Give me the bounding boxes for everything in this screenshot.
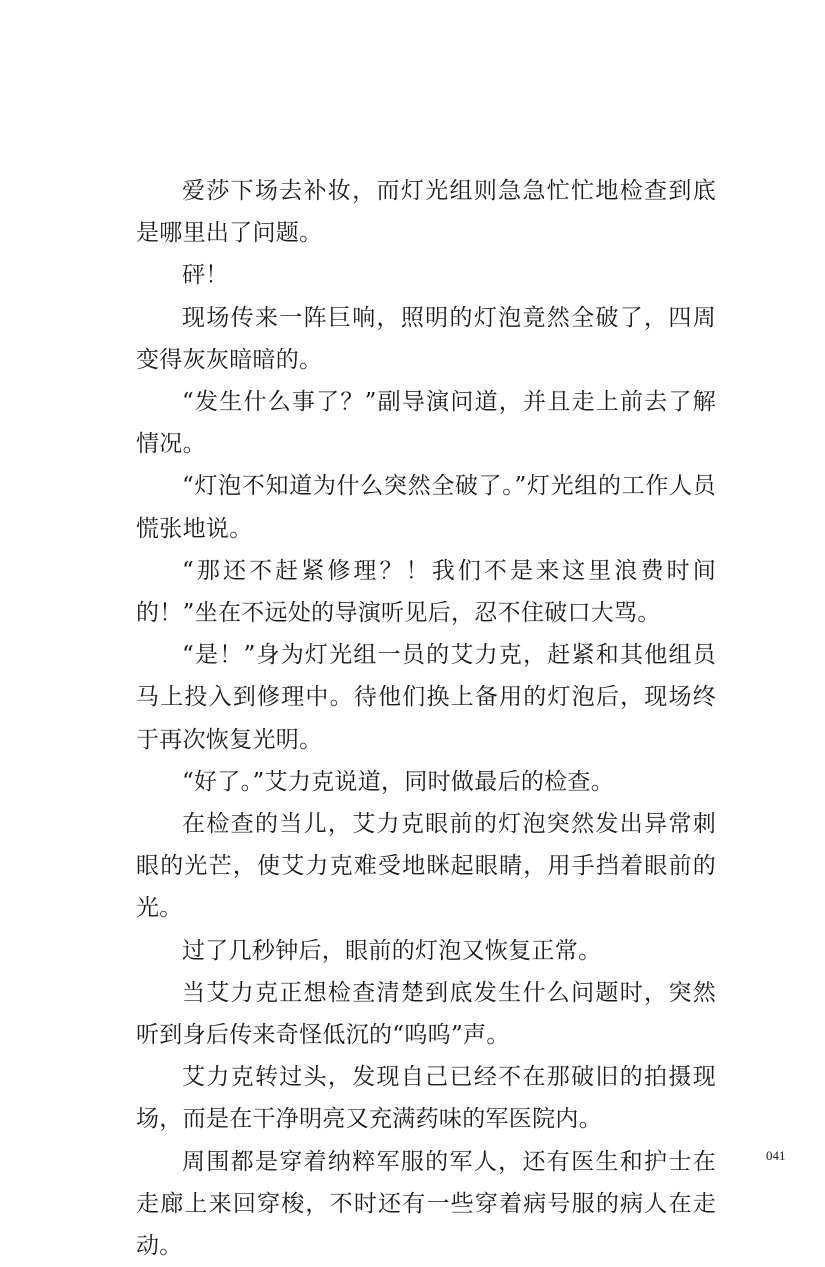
body-text [136, 170, 716, 1267]
page-number: 041 [766, 1148, 786, 1163]
paragraph: 在检查的当儿，艾力克眼前的灯泡突然发出异常刺眼的光芒，使艾力克难受地眯起眼睛，用手挡着眼前的光。 [136, 811, 716, 922]
paragraph: 艾力克转过头，发现自己已经不在那破旧的拍摄现场，而是在干净明亮又充满药味的军医院内。 [136, 1064, 716, 1133]
paragraph: 过了几秒钟后，眼前的灯泡又恢复正常。 [182, 937, 602, 964]
paragraph: 当艾力克正想检查清楚到底发生什么问题时，突然听到身后传来奇怪低沉的“呜呜”声。 [136, 979, 716, 1049]
paragraph: 现场传来一阵巨响，照明的灯泡竟然全破了，四周变得灰灰暗暗的。 [136, 304, 716, 373]
paragraph: 砰！ [182, 262, 229, 289]
paragraph: “发生什么事了？”副导演问道，并且走上前去了解情况。 [136, 389, 716, 458]
paragraph: 周围都是穿着纳粹军服的军人，还有医生和护士在走廊上来回穿梭，不时还有一些穿着病号服的病人在走动。 [136, 1148, 716, 1260]
paragraph: “是！”身为灯光组一员的艾力克，赶紧和其他组员马上投入到修理中。待他们换上备用的灯泡后，现场终于再次恢复光明。 [136, 642, 716, 753]
paragraph: “好了。”艾力克说道，同时做最后的检查。 [182, 768, 615, 795]
paragraph: “那还不赶紧修理？！我们不是来这里浪费时间的！”坐在不远处的导演听见后，忍不住破口大骂。 [136, 557, 716, 627]
paragraph: “灯泡不知道为什么突然全破了。”灯光组的工作人员慌张地说。 [136, 473, 716, 542]
paragraph: 爱莎下场去补妆，而灯光组则急急忙忙地检查到底是哪里出了问题。 [136, 178, 716, 247]
